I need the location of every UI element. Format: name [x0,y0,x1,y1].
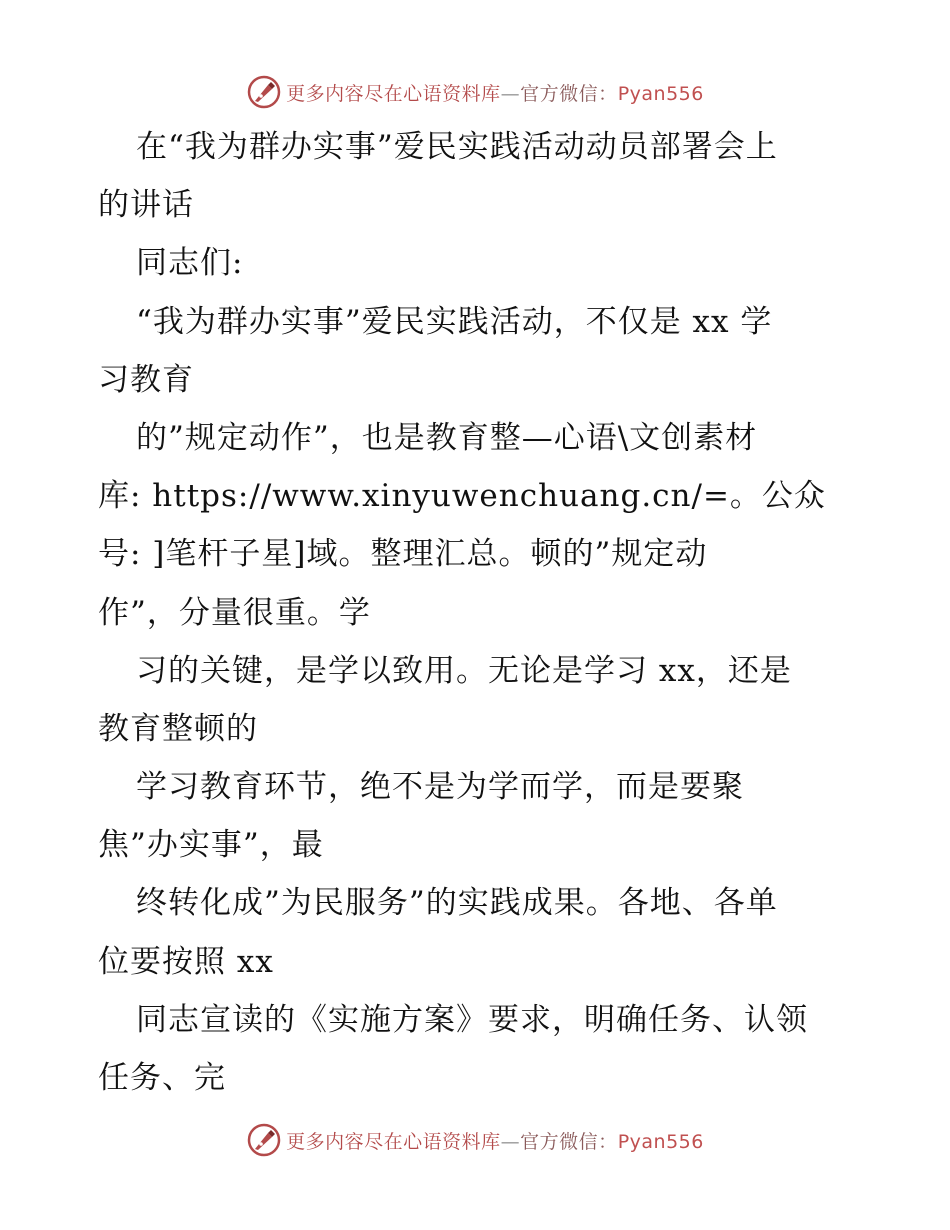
banner-wechat-id: Pyan556 [617,82,704,105]
banner-separator: — [500,82,521,105]
document-line: 的”规定动作”，也是教育整—心语\文创素材 [136,419,758,456]
document-line: 焦”办实事”，最 [98,827,324,864]
document-line: 教育整顿的 [98,710,258,747]
document-line: 终转化成”为民服务”的实践成果。各地、各单 [136,885,778,922]
banner-wechat-label: 官方微信： [520,1130,618,1153]
document-line: 习教育 [98,361,194,398]
document-line: 在“我为群办实事”爱民实践活动动员部署会上 [136,129,778,165]
banner-text [286,79,704,106]
document-line: 位要按照 xx [98,943,274,980]
document-line: 同志宣读的《实施方案》要求，明确任务、认领 [136,1001,808,1038]
document-line: 习的关键，是学以致用。无论是学习 xx，还是 [136,652,792,689]
document-line: 同志们: [136,245,244,282]
document-line: 库: https://www.xinyuwenchuang.cn/=。公众 [98,478,826,515]
banner-slogan: 更多内容尽在心语资料库 [286,1130,501,1153]
banner-separator: — [500,1130,521,1153]
pen-nib-logo-icon [246,1122,282,1158]
banner-text [286,1127,704,1154]
document-line: 号: ]笔杆子星]域。整理汇总。顿的”规定动 [98,536,708,573]
document-line: 任务、完 [98,1060,226,1096]
document-body [98,118,858,1107]
banner-slogan: 更多内容尽在心语资料库 [286,82,501,105]
footer-banner [0,1120,950,1160]
document-line: 作”，分量很重。学 [98,594,371,631]
header-banner [0,72,950,112]
document-line: 的讲话 [98,187,194,224]
banner-wechat-label: 官方微信： [520,82,618,105]
document-line: “我为群办实事”爱民实践活动，不仅是 xx 学 [136,303,773,340]
document-line: 学习教育环节，绝不是为学而学，而是要聚 [136,769,744,806]
banner-wechat-id: Pyan556 [617,1130,704,1153]
pen-nib-logo-icon [246,74,282,110]
